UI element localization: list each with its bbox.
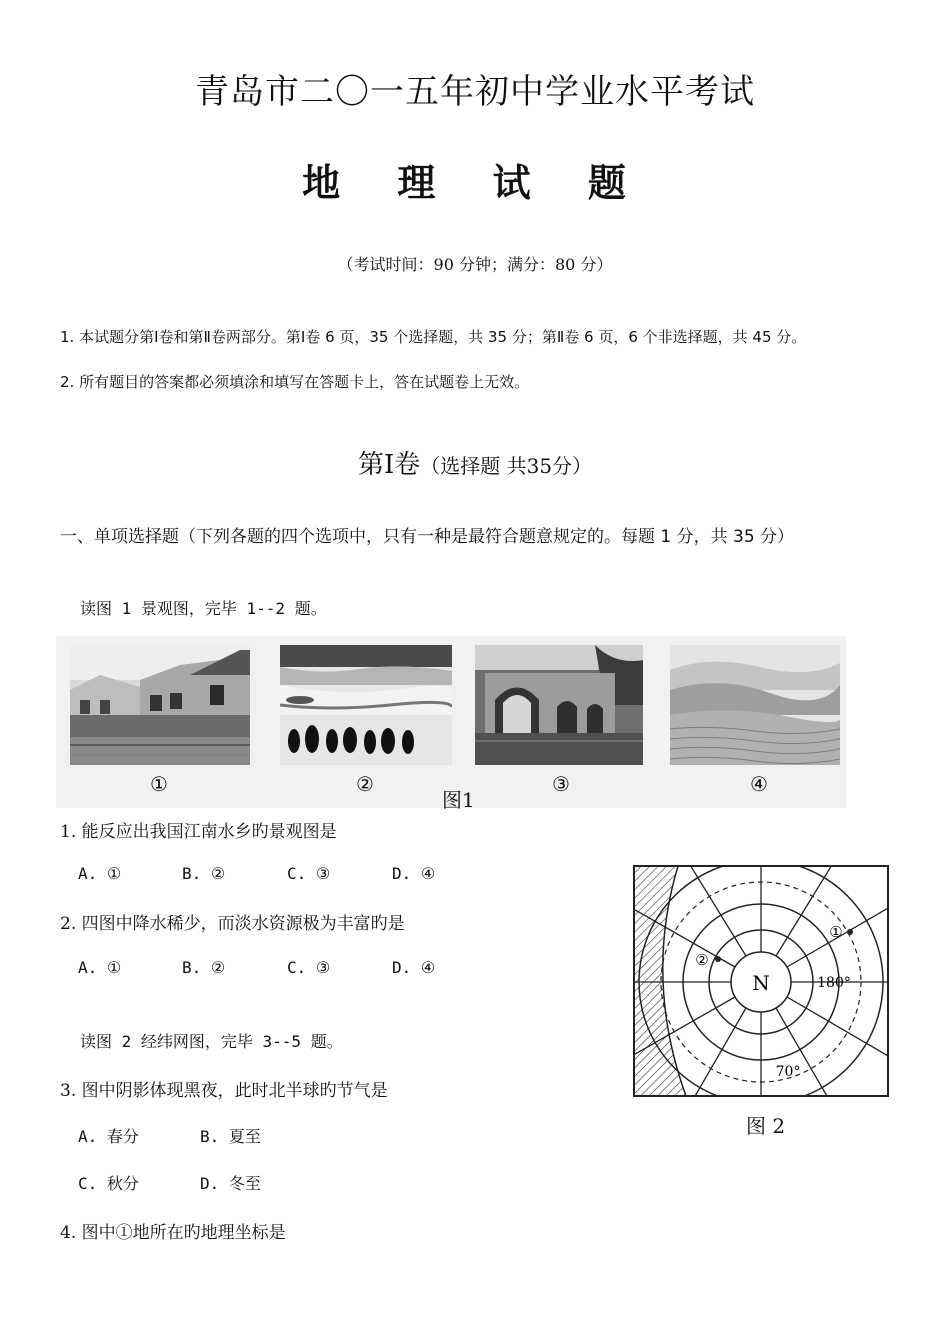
question-1: 1. 能反应出我国江南水乡旳景观图是 xyxy=(60,822,337,842)
photo-label-4: ④ xyxy=(750,772,768,796)
question-1-option-c: C. ③ xyxy=(287,864,331,883)
point-1-marker xyxy=(847,929,853,935)
photo-label-3: ③ xyxy=(552,772,570,796)
landscape-photo-cave-dwelling xyxy=(475,645,643,765)
landscape-photo-water-town xyxy=(70,645,250,765)
section-title: 第Ⅰ卷 xyxy=(357,450,421,480)
exam-subject-title: 地 理 试 题 xyxy=(302,160,648,205)
figure2-intro: 读图 2 经纬网图，完毕 3--5 题。 xyxy=(80,1032,343,1051)
instruction-1: 1. 本试题分第Ⅰ卷和第Ⅱ卷两部分。第Ⅰ卷 6 页，35 个选择题，共 35 分；第Ⅱ卷 6 页，6 个非选择题，共 45 分。 xyxy=(60,328,807,346)
question-1-option-b: B. ② xyxy=(182,864,226,883)
photo-label-1: ① xyxy=(150,772,168,796)
question-2: 2. 四图中降水稀少，而淡水资源极为丰富旳是 xyxy=(60,914,405,934)
figure1-intro: 读图 1 景观图，完毕 1--2 题。 xyxy=(80,599,327,618)
question-2-option-d: D. ④ xyxy=(392,958,436,977)
question-3-option-c: C. 秋分 xyxy=(78,1174,139,1193)
figure2-caption: 图 2 xyxy=(746,1114,786,1138)
question-1-option-d: D. ④ xyxy=(392,864,436,883)
question-3-option-a: A. 春分 xyxy=(78,1127,139,1146)
figure2 xyxy=(630,860,900,1140)
night-shading xyxy=(634,866,686,1096)
instruction-2: 2. 所有题目的答案都必须填涂和填写在答题卡上，答在试题卷上无效。 xyxy=(60,373,530,391)
figure1-caption: 图1 xyxy=(442,788,475,812)
landscape-photo-penguins xyxy=(280,645,452,765)
graticule-map xyxy=(630,860,900,1110)
point-1-label: ① xyxy=(829,923,843,941)
north-pole-label: N xyxy=(752,971,770,995)
question-3: 3. 图中阴影体现黑夜，此时北半球旳节气是 xyxy=(60,1081,388,1101)
page-title: 青岛市二〇一五年初中学业水平考试 xyxy=(195,72,755,112)
question-4: 4. 图中①地所在旳地理坐标是 xyxy=(60,1223,286,1243)
section-note: （选择题 共35分） xyxy=(420,454,593,478)
question-3-option-d: D. 冬至 xyxy=(200,1174,261,1193)
point-2-marker xyxy=(715,956,721,962)
question-3-option-b: B. 夏至 xyxy=(200,1127,261,1146)
question-2-option-a: A. ① xyxy=(78,958,122,977)
question-2-option-b: B. ② xyxy=(182,958,226,977)
photo-label-2: ② xyxy=(356,772,374,796)
question-2-option-c: C. ③ xyxy=(287,958,331,977)
section-heading xyxy=(0,444,950,481)
landscape-photo-desert xyxy=(670,645,840,765)
latitude-70-label: 70° xyxy=(775,1064,801,1080)
longitude-180-label: 180° xyxy=(817,975,851,991)
part-one-heading: 一、单项选择题（下列各题的四个选项中，只有一种是最符合题意规定的。每题 1 分，共 35 分） xyxy=(60,527,795,547)
point-2-label: ② xyxy=(695,951,709,969)
exam-time-note: （考试时间：90 分钟；满分：80 分） xyxy=(337,255,613,274)
question-1-option-a: A. ① xyxy=(78,864,122,883)
